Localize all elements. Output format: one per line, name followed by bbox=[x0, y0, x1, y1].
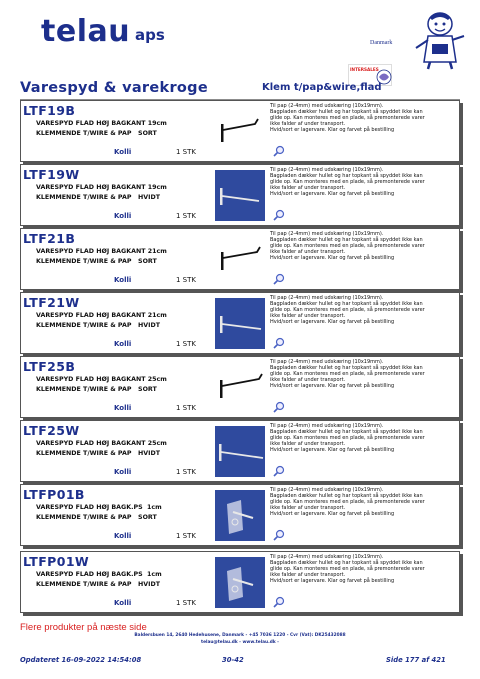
country-label: Danmark bbox=[370, 40, 393, 46]
product-description: VARESPYD FLAD HØJ BAGKANT 21cm bbox=[36, 248, 167, 255]
intersales-text: INTERSALES bbox=[350, 67, 379, 72]
product-code[interactable]: LTF21W bbox=[23, 295, 80, 310]
product-image[interactable] bbox=[215, 362, 265, 413]
product-code[interactable]: LTFP01B bbox=[23, 487, 85, 502]
zoom-icon[interactable] bbox=[273, 209, 285, 221]
product-info bbox=[270, 295, 458, 325]
product-variant: KLEMMENDE T/WIRE & PAP SORT bbox=[36, 130, 157, 137]
product-variant: KLEMMENDE T/WIRE & PAP HVIDT bbox=[36, 450, 161, 457]
package-quantity: 1 STK bbox=[176, 276, 196, 284]
zoom-icon[interactable] bbox=[273, 337, 285, 349]
zoom-icon[interactable] bbox=[273, 465, 285, 477]
info-line: Hvid/sort er lagervare. Klar og farvet på bestilling bbox=[270, 447, 395, 453]
product-card[interactable] bbox=[20, 228, 460, 290]
info-line: ikke falder af under transport. bbox=[270, 249, 346, 255]
info-line: Til pap (2-4mm) med udskæring (10x19mm). bbox=[270, 295, 384, 301]
info-line: Til pap (2-4mm) med udskæring (10x19mm). bbox=[270, 103, 384, 109]
info-line: Hvid/sort er lagervare. Klar og farvet på bestilling bbox=[270, 383, 395, 389]
product-variant: KLEMMENDE T/WIRE & PAP HVIDT bbox=[36, 581, 161, 588]
company-logo: telau bbox=[41, 14, 131, 49]
info-line: Til pap (2-4mm) med udskæring (10x19mm). bbox=[270, 423, 384, 429]
product-image[interactable] bbox=[215, 426, 265, 477]
info-line: Til pap (2-4mm) med udskæring (10x19mm). bbox=[270, 359, 384, 365]
info-line: Hvid/sort er lagervare. Klar og farvet på bestilling bbox=[270, 191, 395, 197]
product-image[interactable] bbox=[215, 298, 265, 349]
product-info bbox=[270, 423, 458, 453]
zoom-icon[interactable] bbox=[273, 529, 285, 541]
info-line: ikke falder af under transport. bbox=[270, 572, 346, 578]
kolli-label: Kolli bbox=[114, 276, 132, 284]
info-line: Bagpladen dækker hullet og har topkant så spyddet ikke kan bbox=[270, 237, 423, 243]
info-line: Bagpladen dækker hullet og har topkant så spyddet ikke kan bbox=[270, 429, 423, 435]
product-description: VARESPYD FLAD HØJ BAGK.PS 1cm bbox=[36, 571, 162, 578]
info-line: Til pap (2-4mm) med udskæring (10x19mm). bbox=[270, 554, 384, 560]
info-line: ikke falder af under transport. bbox=[270, 377, 346, 383]
product-card[interactable] bbox=[20, 292, 460, 354]
info-line: Bagpladen dækker hullet og har topkant så spyddet ikke kan bbox=[270, 173, 423, 179]
product-code[interactable]: LTF19B bbox=[23, 103, 76, 118]
product-image[interactable] bbox=[215, 234, 265, 285]
company-address: Baldersbuen 14, 2640 Hedehusene, Danmark - +45 7036 1220 - Cvr (Vat): DK25432088 bbox=[134, 633, 346, 638]
package-quantity: 1 STK bbox=[176, 468, 196, 476]
product-card[interactable] bbox=[20, 484, 460, 546]
product-description: VARESPYD FLAD HØJ BAGK.PS 1cm bbox=[36, 504, 162, 511]
info-line: Hvid/sort er lagervare. Klar og farvet på bestilling bbox=[270, 127, 395, 133]
info-line: Hvid/sort er lagervare. Klar og farvet på bestilling bbox=[270, 511, 395, 517]
product-card[interactable] bbox=[20, 356, 460, 418]
product-description: VARESPYD FLAD HØJ BAGKANT 21cm bbox=[36, 312, 167, 319]
product-card[interactable] bbox=[20, 164, 460, 226]
zoom-icon[interactable] bbox=[273, 145, 285, 157]
product-description: VARESPYD FLAD HØJ BAGKANT 25cm bbox=[36, 376, 167, 383]
kolli-label: Kolli bbox=[114, 599, 132, 607]
info-line: glide op. Kan monteres med en plade, så premonterede varer bbox=[270, 307, 425, 313]
zoom-icon[interactable] bbox=[273, 401, 285, 413]
info-line: Hvid/sort er lagervare. Klar og farvet på bestilling bbox=[270, 319, 395, 325]
product-variant: KLEMMENDE T/WIRE & PAP HVIDT bbox=[36, 322, 161, 329]
package-quantity: 1 STK bbox=[176, 148, 196, 156]
info-line: ikke falder af under transport. bbox=[270, 121, 346, 127]
product-card[interactable] bbox=[20, 420, 460, 482]
info-line: Til pap (2-4mm) med udskæring (10x19mm). bbox=[270, 487, 384, 493]
info-line: glide op. Kan monteres med en plade, så premonterede varer bbox=[270, 566, 425, 572]
product-info bbox=[270, 359, 458, 389]
product-code[interactable]: LTFP01W bbox=[23, 554, 90, 569]
package-quantity: 1 STK bbox=[176, 212, 196, 220]
product-info bbox=[270, 103, 458, 133]
product-info bbox=[270, 487, 458, 517]
zoom-icon[interactable] bbox=[273, 273, 285, 285]
info-line: Bagpladen dækker hullet og har topkant så spyddet ikke kan bbox=[270, 301, 423, 307]
product-image[interactable] bbox=[215, 170, 265, 221]
info-line: glide op. Kan monteres med en plade, så premonterede varer bbox=[270, 243, 425, 249]
info-line: Hvid/sort er lagervare. Klar og farvet på bestilling bbox=[270, 578, 395, 584]
product-image[interactable] bbox=[215, 490, 265, 541]
product-image[interactable] bbox=[215, 557, 265, 608]
info-line: Til pap (2-4mm) med udskæring (10x19mm). bbox=[270, 231, 384, 237]
info-line: glide op. Kan monteres med en plade, så premonterede varer bbox=[270, 499, 425, 505]
info-line: Bagpladen dækker hullet og har topkant så spyddet ikke kan bbox=[270, 109, 423, 115]
info-line: Til pap (2-4mm) med udskæring (10x19mm). bbox=[270, 167, 384, 173]
product-description: VARESPYD FLAD HØJ BAGKANT 25cm bbox=[36, 440, 167, 447]
kolli-label: Kolli bbox=[114, 212, 132, 220]
kolli-label: Kolli bbox=[114, 532, 132, 540]
zoom-icon[interactable] bbox=[273, 596, 285, 608]
page-title: Varespyd & varekroge bbox=[20, 80, 208, 96]
product-variant: KLEMMENDE T/WIRE & PAP HVIDT bbox=[36, 194, 161, 201]
info-line: Hvid/sort er lagervare. Klar og farvet på bestilling bbox=[270, 255, 395, 261]
kolli-label: Kolli bbox=[114, 148, 132, 156]
package-quantity: 1 STK bbox=[176, 599, 196, 607]
product-card[interactable] bbox=[20, 551, 460, 613]
info-line: glide op. Kan monteres med en plade, så premonterede varer bbox=[270, 179, 425, 185]
page-subtitle: Klem t/pap&wire,flad bbox=[262, 82, 382, 93]
product-variant: KLEMMENDE T/WIRE & PAP SORT bbox=[36, 514, 157, 521]
product-variant: KLEMMENDE T/WIRE & PAP SORT bbox=[36, 258, 157, 265]
page-number: Side 177 af 421 bbox=[386, 656, 446, 664]
info-line: ikke falder af under transport. bbox=[270, 185, 346, 191]
product-image[interactable] bbox=[215, 106, 265, 157]
mascot-icon bbox=[412, 10, 467, 70]
package-quantity: 1 STK bbox=[176, 532, 196, 540]
company-logo-suffix: aps bbox=[135, 26, 165, 44]
product-description: VARESPYD FLAD HØJ BAGKANT 19cm bbox=[36, 184, 167, 191]
product-card[interactable] bbox=[20, 100, 460, 162]
info-line: ikke falder af under transport. bbox=[270, 505, 346, 511]
more-products-link[interactable]: Flere produkter på næste side bbox=[20, 622, 147, 633]
info-line: ikke falder af under transport. bbox=[270, 313, 346, 319]
package-quantity: 1 STK bbox=[176, 340, 196, 348]
info-line: Bagpladen dækker hullet og har topkant så spyddet ikke kan bbox=[270, 560, 423, 566]
product-info bbox=[270, 554, 458, 584]
kolli-label: Kolli bbox=[114, 404, 132, 412]
company-contact[interactable]: telau@telau.dk - www.telau.dk - bbox=[201, 640, 279, 645]
product-variant: KLEMMENDE T/WIRE & PAP SORT bbox=[36, 386, 157, 393]
kolli-label: Kolli bbox=[114, 340, 132, 348]
product-code[interactable]: LTF19W bbox=[23, 167, 80, 182]
info-line: glide op. Kan monteres med en plade, så premonterede varer bbox=[270, 371, 425, 377]
info-line: Bagpladen dækker hullet og har topkant så spyddet ikke kan bbox=[270, 493, 423, 499]
kolli-label: Kolli bbox=[114, 468, 132, 476]
product-description: VARESPYD FLAD HØJ BAGKANT 19cm bbox=[36, 120, 167, 127]
product-info bbox=[270, 167, 458, 197]
product-code[interactable]: LTF25W bbox=[23, 423, 80, 438]
info-line: glide op. Kan monteres med en plade, så premonterede varer bbox=[270, 435, 425, 441]
package-quantity: 1 STK bbox=[176, 404, 196, 412]
product-info bbox=[270, 231, 458, 261]
product-code[interactable]: LTF21B bbox=[23, 231, 76, 246]
info-line: ikke falder af under transport. bbox=[270, 441, 346, 447]
product-code[interactable]: LTF25B bbox=[23, 359, 76, 374]
info-line: Bagpladen dækker hullet og har topkant så spyddet ikke kan bbox=[270, 365, 423, 371]
info-line: glide op. Kan monteres med en plade, så premonterede varer bbox=[270, 115, 425, 121]
updated-timestamp: Opdateret 16-09-2022 14:54:08 bbox=[20, 656, 142, 664]
section-range: 30-42 bbox=[222, 656, 244, 664]
